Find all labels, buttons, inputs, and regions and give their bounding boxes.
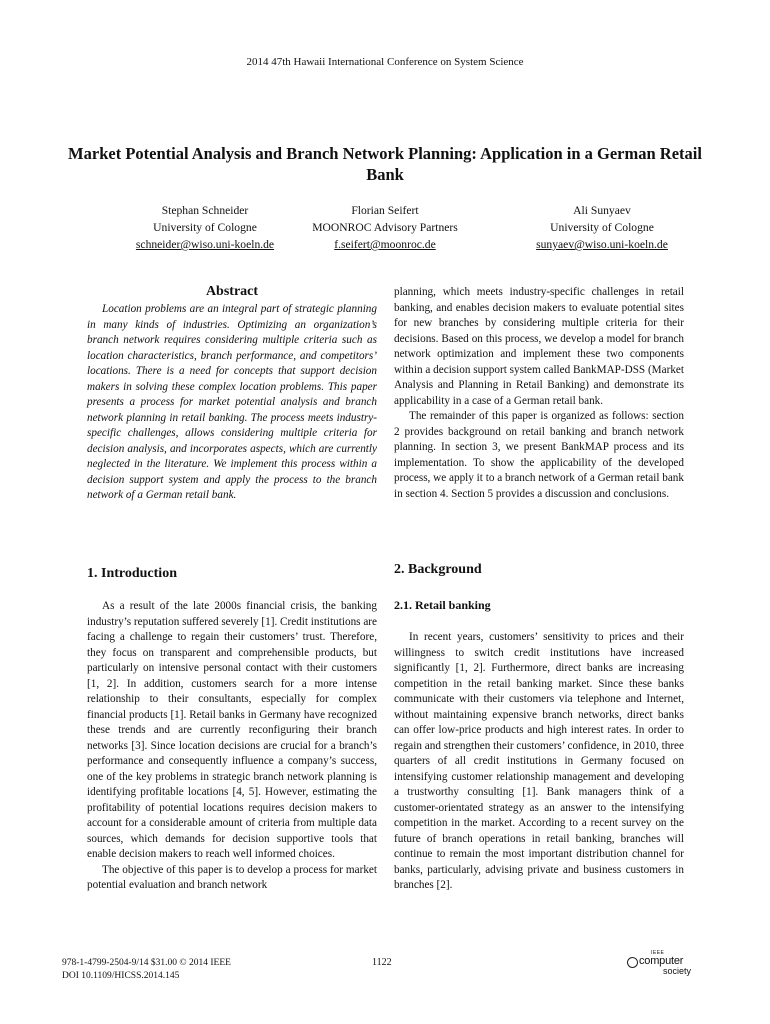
- abstract-text: [87, 302, 377, 504]
- author-affiliation: MOONROC Advisory Partners: [312, 221, 458, 234]
- introduction-body: [87, 599, 377, 894]
- conference-header: 2014 47th Hawaii International Conference on System Science: [246, 56, 524, 68]
- author-block: [270, 202, 500, 253]
- paper-title: Market Potential Analysis and Branch Network Planning: Application in a German Retail Bank: [68, 144, 702, 184]
- author-affiliation: University of Cologne: [550, 221, 654, 234]
- footer-isbn: 978-1-4799-2504-9/14 $31.00 © 2014 IEEE: [62, 958, 231, 968]
- logo-mark-icon: [627, 957, 638, 968]
- paragraph: As a result of the late 2000s financial crisis, the banking industry’s reputation suffered severely [1]. Credit institutions are facing a challenge to regain their customers’ trust. Therefore, they focus on transparent and comprehensible products, but particularly on intensive personal contact with their customers [1, 2]. In addition, customers search for a more intense relationship to their consultants, especially for complex financial products [1]. Retail banks in Germany have recognized these trends and are currently reconfiguring their branch networks [3]. Since location decisions are crucial for a branch’s performance and consequently influence a company’s success, one of the key problems in strategic branch network planning is identifying profitable locations [4, 5]. However, estimating the profitability of potential locations requires decision makers to account for a considerable amount of criteria from multiple data sources, which demands for decision supportive tools that enable decision makers to reach well informed choices.: [87, 600, 377, 860]
- author-name: Ali Sunyaev: [573, 204, 631, 217]
- ieee-computer-society-logo: [625, 950, 695, 978]
- page-number: 1122: [372, 957, 392, 968]
- author-name: Florian Seifert: [351, 204, 419, 217]
- paragraph: The objective of this paper is to develop a process for market potential evaluation and branch network: [87, 863, 377, 891]
- author-email[interactable]: sunyaev@wiso.uni-koeln.de: [536, 238, 668, 251]
- author-block: [487, 202, 717, 253]
- background-body: [394, 630, 684, 894]
- author-email[interactable]: schneider@wiso.uni-koeln.de: [135, 238, 275, 251]
- logo-ieee-text: IEEE: [651, 950, 665, 956]
- section-heading-introduction: 1. Introduction: [87, 566, 177, 581]
- logo-society-text: society: [663, 966, 692, 976]
- author-affiliation: University of Cologne: [153, 221, 257, 234]
- paragraph: In recent years, customers’ sensitivity to prices and their willingness to switch credit institutions have increased significantly [1, 2]. Furthermore, direct banks are increasing competition in the retail banking market. Since these banks communicate with their customers via telephone and Internet, without maintaining expensive branch networks, direct banks can offer low-price products and high interest rates. In order to regain and strengthen their customers’ confidence, in 2010, three quarters of all credit institutions in Germany focused on intensifying customer relationship management and developing a trustworthy consulting [1]. Bank managers think of a customer-orientated strategy as an answer to the intensifying competition in the market. According to a recent survey on the future of branch operations in retail banking, branches will continue to remain the most important distribution channel for banks, particularly, advising private and business customers in branches [2].: [394, 631, 684, 891]
- abstract-paragraph: Location problems are an integral part of strategic planning in many kinds of industries. Optimizing an organization’s branch network requires considering multiple criteria such as location characteristics, branch performance, and competitors’ locations. There is a need for concepts that support decision makers in solving these complex location problems. This paper presents a process for market potential analysis and branch network planning in retail banking. The process meets industry-specific challenges, allows considering multiple criteria for decision analysis, and incorporates aspects, which are currently neglected in the literature. We implement this process within a decision support system and apply the process to the branch network of a German retail bank.: [87, 303, 377, 501]
- subsection-heading-retail-banking: 2.1. Retail banking: [394, 598, 491, 612]
- footer-doi: DOI 10.1109/HICSS.2014.145: [62, 971, 180, 981]
- paragraph: The remainder of this paper is organized as follows: section 2 provides background on retail banking and branch network planning. In section 3, we present BankMAP process and its implementation. To show the applicability of the developed process, we apply it to a branch network of a German retail bank in section 4. Section 5 provides a discussion and conclusions.: [394, 410, 684, 500]
- logo-computer-text: computer: [639, 955, 684, 967]
- author-email[interactable]: f.seifert@moonroc.de: [334, 238, 436, 251]
- paragraph: planning, which meets industry-specific challenges in retail banking, and enables decision makers to evaluate potential sites for new branches by considering multiple criteria for their decisions. Based on this process, we develop a model for branch network optimization and implement these two components within a decision support system called BankMAP-DSS (Market Analysis and Planning in Retail Banking) and demonstrate its applicability in a case of a German retail bank.: [394, 286, 684, 407]
- author-name: Stephan Schneider: [161, 204, 249, 217]
- footer-publication-info: [62, 957, 231, 983]
- right-column-intro-continued: [394, 285, 684, 502]
- section-heading-background: 2. Background: [394, 562, 482, 577]
- abstract-heading: Abstract: [205, 284, 259, 299]
